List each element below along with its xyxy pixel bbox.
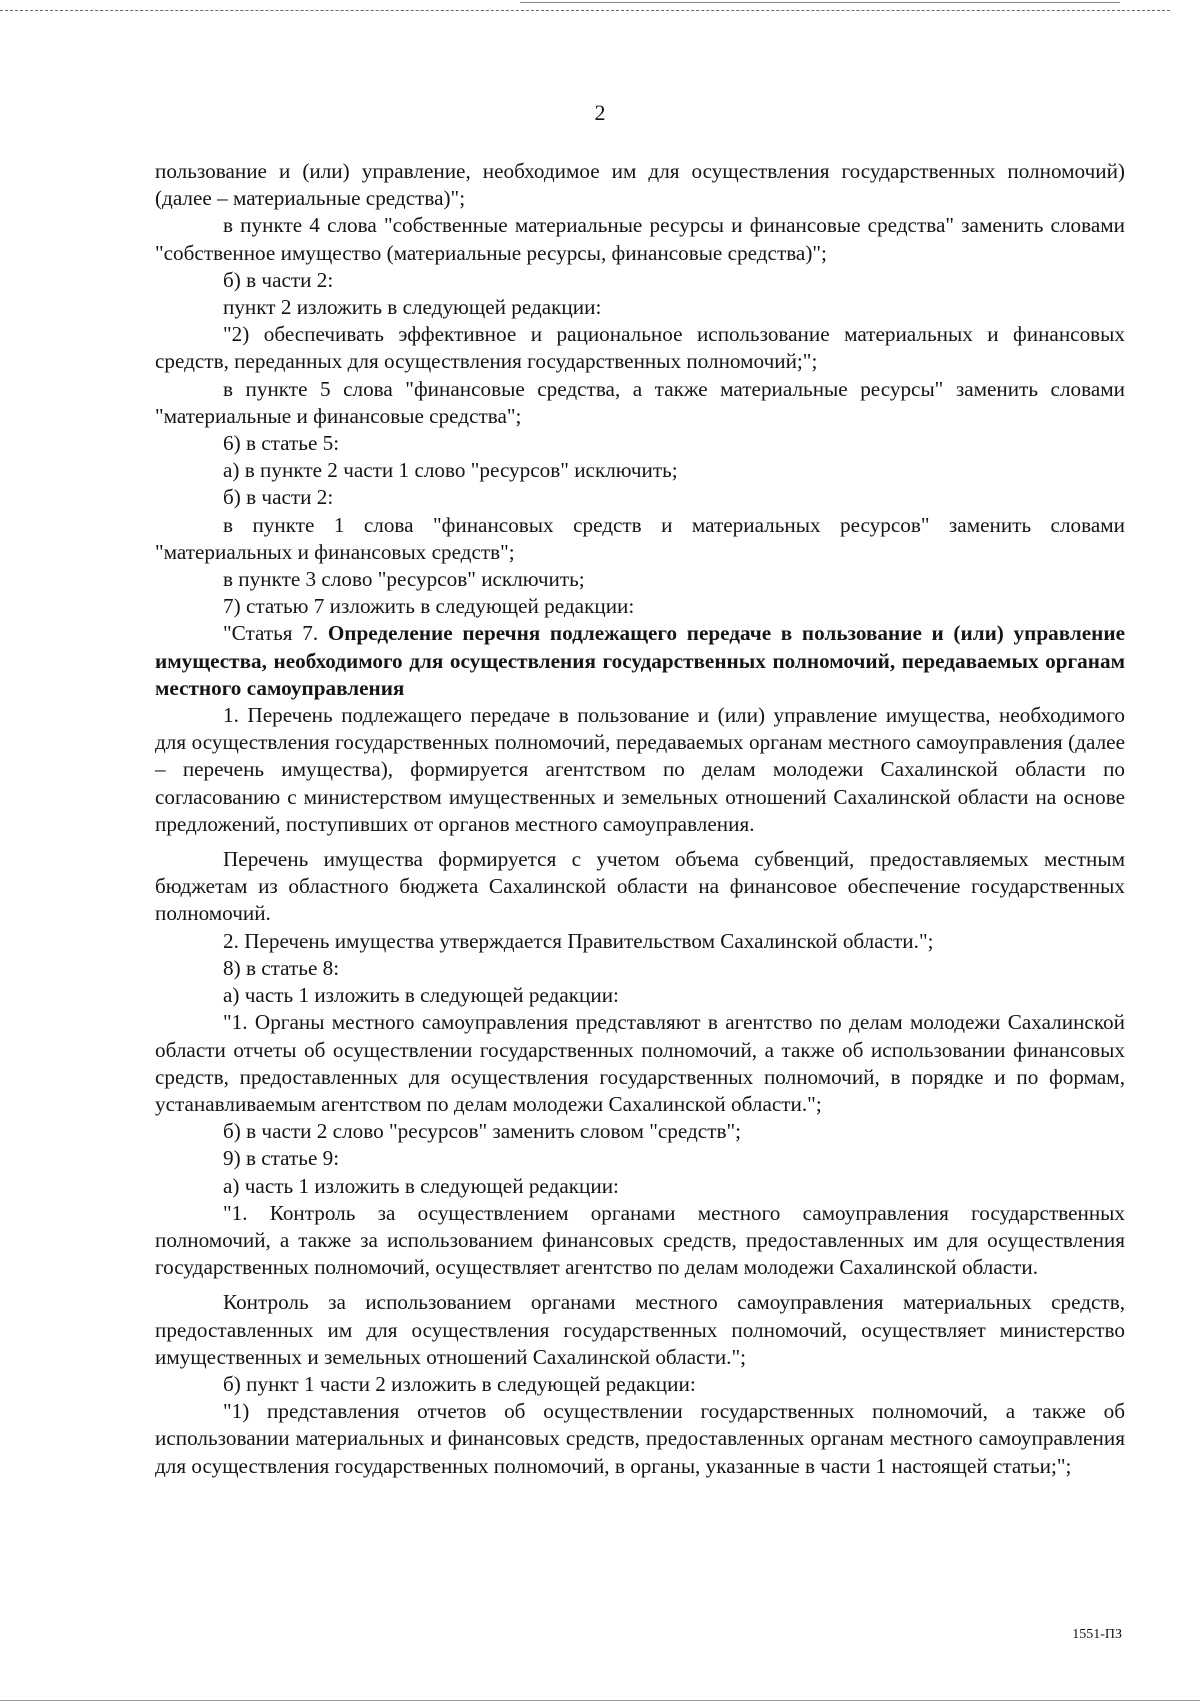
paragraph: в пункте 1 слова "финансовых средств и материальных ресурсов" заменить словами "материальных и финансовых средств"; [155, 512, 1125, 564]
scan-edge-line [520, 2, 1120, 3]
paragraph: 9) в статье 9: [223, 1146, 340, 1171]
article-title: Определение перечня подлежащего передаче в пользование и (или) управление имущества, необходимого для осуществления государственных полномочий, передаваемых органам местного самоуправления [155, 621, 1125, 700]
paragraph: в пункте 5 слова "финансовые средства, а также материальные ресурсы" заменить словами "материальные и финансовые средства"; [155, 376, 1125, 428]
paragraph: 6) в статье 5: [223, 431, 340, 456]
paragraph: 7) статью 7 изложить в следующей редакции: [223, 594, 635, 619]
paragraph: в пункте 4 слова "собственные материальные ресурсы и финансовые средства" заменить словами "собственное имущество (материальные ресурсы, финансовые средства)"; [155, 213, 1125, 265]
paragraph: 1. Перечень подлежащего передаче в пользование и (или) управление имущества, необходимого для осуществления государственных полномочий, передаваемых органам местного самоуправления (далее – перечень имущества), формируется агентством по делам молодежи Сахалинской области по согласованию с министерством имущественных и земельных отношений Сахалинской области на основе предложений, поступивших от органов местного самоуправления. [155, 703, 1125, 836]
paragraph: пользование и (или) управление, необходимое им для осуществления государственных полномочий) (далее – материальные средства)"; [155, 159, 1125, 211]
article-prefix: "Статья 7. [223, 621, 328, 646]
paragraph: в пункте 3 слово "ресурсов" исключить; [223, 567, 585, 592]
scan-bottom-edge [0, 1700, 1200, 1701]
paragraph: "1) представления отчетов об осуществлении государственных полномочий, а также об использовании материальных и финансовых средств, предоставленных органам местного самоуправления для осуществления государственных полномочий, в органы, указанные в части 1 настоящей статьи;"; [155, 1399, 1125, 1478]
paragraph: "2) обеспечивать эффективное и рациональное использование материальных и финансовых средств, переданных для осуществления государственных полномочий;"; [155, 322, 1125, 374]
paragraph [155, 620, 1125, 702]
document-body [155, 158, 1125, 1480]
paragraph: 8) в статье 8: [223, 955, 340, 980]
scan-edge-dashes [0, 10, 1170, 11]
paragraph: 2. Перечень имущества утверждается Правительством Сахалинской области."; [223, 928, 934, 953]
paragraph: Контроль за использованием органами местного самоуправления материальных средств, предоставленных им для осуществления государственных полномочий, осуществляет министерство имущественных и земельных отношений Сахалинской области."; [155, 1290, 1125, 1369]
paragraph: а) часть 1 изложить в следующей редакции: [223, 1173, 619, 1198]
paragraph: "1. Контроль за осуществлением органами местного самоуправления государственных полномочий, а также за использованием финансовых средств, предоставленных им для осуществления государственных полномочий, осуществляет агентство по делам молодежи Сахалинской области. [155, 1200, 1125, 1280]
paragraph: б) пункт 1 части 2 изложить в следующей редакции: [223, 1371, 696, 1396]
paragraph: пункт 2 изложить в следующей редакции: [223, 295, 602, 320]
paragraph: а) часть 1 изложить в следующей редакции: [223, 983, 619, 1008]
paragraph: а) в пункте 2 части 1 слово "ресурсов" исключить; [223, 458, 678, 483]
paragraph: "1. Органы местного самоуправления представляют в агентство по делам молодежи Сахалинской области отчеты об осуществлении государственных полномочий, а также об использовании финансовых средств, предоставленных для осуществления государственных полномочий, в порядке и по формам, устанавливаемым агентством по делам молодежи Сахалинской области."; [155, 1010, 1125, 1116]
paragraph: Перечень имущества формируется с учетом объема субвенций, предоставляемых местным бюджетам из областного бюджета Сахалинской области на финансовое обеспечение государственных полномочий. [155, 847, 1125, 926]
document-code: 1551-ПЗ [1072, 1627, 1122, 1642]
paragraph: б) в части 2: [223, 267, 334, 292]
page-number: 2 [594, 100, 606, 125]
paragraph: б) в части 2: [223, 485, 334, 510]
paragraph: б) в части 2 слово "ресурсов" заменить словом "средств"; [223, 1119, 741, 1144]
